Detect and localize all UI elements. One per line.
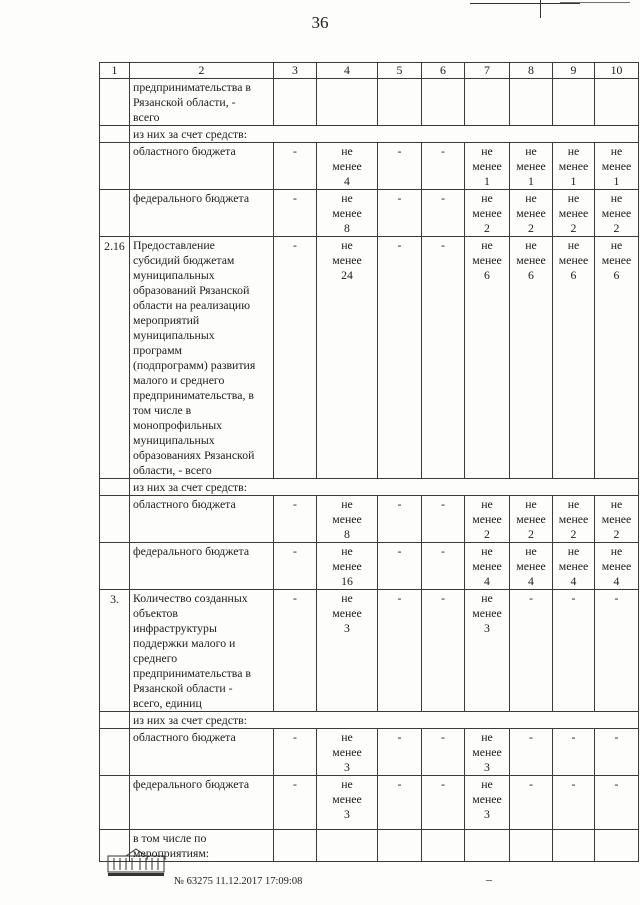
table-row bbox=[100, 729, 639, 776]
value-cell bbox=[553, 79, 595, 126]
value-cell: не менее 6 bbox=[465, 237, 510, 479]
value-cell: не менее 3 bbox=[465, 729, 510, 776]
header-cell: 8 bbox=[510, 63, 553, 79]
row-number-cell bbox=[100, 712, 130, 729]
row-description-cell: областного бюджета bbox=[130, 496, 274, 543]
value-cell bbox=[378, 830, 422, 862]
header-cell: 2 bbox=[130, 63, 274, 79]
value-cell: - bbox=[553, 729, 595, 776]
value-cell: - bbox=[378, 190, 422, 237]
value-cell: - bbox=[378, 237, 422, 479]
value-cell: - bbox=[553, 776, 595, 830]
value-cell bbox=[317, 830, 378, 862]
value-cell: - bbox=[422, 590, 465, 712]
building-stamp-icon bbox=[104, 848, 184, 878]
value-cell bbox=[422, 79, 465, 126]
value-cell bbox=[510, 79, 553, 126]
row-number-cell: 3. bbox=[100, 590, 130, 712]
value-cell: - bbox=[378, 496, 422, 543]
row-description-cell: областного бюджета bbox=[130, 729, 274, 776]
value-cell: не менее 16 bbox=[317, 543, 378, 590]
value-cell: не менее 6 bbox=[595, 237, 639, 479]
table-row bbox=[100, 496, 639, 543]
value-cell: - bbox=[595, 776, 639, 830]
value-cell bbox=[422, 830, 465, 862]
value-cell: - bbox=[274, 237, 317, 479]
table-row bbox=[100, 479, 639, 496]
value-cell: не менее 3 bbox=[465, 590, 510, 712]
value-cell: не менее 24 bbox=[317, 237, 378, 479]
value-cell: не менее 2 bbox=[595, 496, 639, 543]
value-cell: не менее 4 bbox=[553, 543, 595, 590]
row-description-cell: Количество созданных объектов инфраструктуры поддержки малого и среднего предпринимательства в Рязанской области - всего, единиц bbox=[130, 590, 274, 712]
value-cell: не менее 2 bbox=[595, 190, 639, 237]
value-cell: не менее 6 bbox=[553, 237, 595, 479]
table-row bbox=[100, 712, 639, 729]
value-cell bbox=[274, 79, 317, 126]
value-cell: не менее 1 bbox=[465, 143, 510, 190]
value-cell: - bbox=[595, 729, 639, 776]
value-cell: - bbox=[422, 190, 465, 237]
value-cell: - bbox=[422, 776, 465, 830]
header-cell: 3 bbox=[274, 63, 317, 79]
value-cell bbox=[378, 79, 422, 126]
document-number: № 63275 11.12.2017 17:09:08 bbox=[174, 876, 303, 887]
header-cell: 5 bbox=[378, 63, 422, 79]
row-description-cell: из них за счет средств: bbox=[130, 712, 639, 729]
value-cell: - bbox=[378, 776, 422, 830]
value-cell: - bbox=[378, 543, 422, 590]
row-number-cell bbox=[100, 543, 130, 590]
value-cell: не менее 2 bbox=[465, 496, 510, 543]
row-description-cell: Предоставление субсидий бюджетам муниципальных образований Рязанской области на реализацию мероприятий муниципальных программ (подпрограмм) развития малого и среднего предпринимательства, в том числе в монопрофильных муниципальных образованиях Рязанской области, - всего bbox=[130, 237, 274, 479]
value-cell: - bbox=[274, 143, 317, 190]
value-cell: не менее 1 bbox=[595, 143, 639, 190]
row-number-cell bbox=[100, 776, 130, 830]
value-cell: не менее 2 bbox=[553, 496, 595, 543]
data-table bbox=[99, 62, 639, 862]
row-description-cell: из них за счет средств: bbox=[130, 126, 639, 143]
row-number-cell bbox=[100, 729, 130, 776]
header-cell: 10 bbox=[595, 63, 639, 79]
row-number-cell bbox=[100, 479, 130, 496]
value-cell: - bbox=[274, 590, 317, 712]
value-cell: не менее 2 bbox=[465, 190, 510, 237]
value-cell: - bbox=[378, 590, 422, 712]
row-number-cell: 2.16 bbox=[100, 237, 130, 479]
table-row bbox=[100, 143, 639, 190]
value-cell: - bbox=[422, 543, 465, 590]
value-cell bbox=[510, 830, 553, 862]
value-cell: не менее 6 bbox=[510, 237, 553, 479]
row-description-cell: из них за счет средств: bbox=[130, 479, 639, 496]
value-cell: не менее 1 bbox=[510, 143, 553, 190]
table-row bbox=[100, 79, 639, 126]
value-cell bbox=[465, 79, 510, 126]
page-number: 36 bbox=[311, 13, 329, 32]
value-cell bbox=[274, 830, 317, 862]
row-number-cell bbox=[100, 143, 130, 190]
value-cell: - bbox=[422, 143, 465, 190]
scan-artifact-line bbox=[470, 3, 580, 4]
value-cell: не менее 8 bbox=[317, 190, 378, 237]
value-cell: не менее 4 bbox=[510, 543, 553, 590]
value-cell: не менее 3 bbox=[317, 590, 378, 712]
table-row bbox=[100, 543, 639, 590]
value-cell: - bbox=[553, 590, 595, 712]
value-cell: - bbox=[274, 190, 317, 237]
value-cell: - bbox=[510, 729, 553, 776]
table-row bbox=[100, 190, 639, 237]
value-cell: не менее 8 bbox=[317, 496, 378, 543]
row-description-cell: федерального бюджета bbox=[130, 190, 274, 237]
value-cell: не менее 2 bbox=[553, 190, 595, 237]
value-cell: - bbox=[422, 729, 465, 776]
header-cell: 1 bbox=[100, 63, 130, 79]
value-cell: - bbox=[378, 729, 422, 776]
value-cell: не менее 4 bbox=[317, 143, 378, 190]
header-row bbox=[100, 63, 639, 79]
footer-dash: – bbox=[486, 872, 492, 886]
row-number-cell bbox=[100, 190, 130, 237]
row-description-cell: областного бюджета bbox=[130, 143, 274, 190]
value-cell: не менее 3 bbox=[317, 729, 378, 776]
value-cell bbox=[317, 79, 378, 126]
value-cell: - bbox=[378, 143, 422, 190]
table-row bbox=[100, 237, 639, 479]
row-description-cell: предпринимательства в Рязанской области, - всего bbox=[130, 79, 274, 126]
value-cell: - bbox=[422, 496, 465, 543]
row-number-cell bbox=[100, 79, 130, 126]
value-cell: не менее 2 bbox=[510, 190, 553, 237]
value-cell bbox=[553, 830, 595, 862]
row-number-cell bbox=[100, 496, 130, 543]
row-description-cell: федерального бюджета bbox=[130, 776, 274, 830]
value-cell: не менее 3 bbox=[465, 776, 510, 830]
value-cell: - bbox=[274, 496, 317, 543]
value-cell: - bbox=[595, 590, 639, 712]
row-number-cell bbox=[100, 126, 130, 143]
value-cell: не менее 4 bbox=[465, 543, 510, 590]
value-cell: не менее 3 bbox=[317, 776, 378, 830]
table-row bbox=[100, 126, 639, 143]
row-description-cell: федерального бюджета bbox=[130, 543, 274, 590]
scan-artifact-line bbox=[560, 2, 630, 3]
value-cell: не менее 2 bbox=[510, 496, 553, 543]
value-cell: не менее 4 bbox=[595, 543, 639, 590]
value-cell: - bbox=[274, 729, 317, 776]
scan-artifact-line bbox=[540, 0, 541, 18]
value-cell: - bbox=[510, 776, 553, 830]
value-cell: - bbox=[510, 590, 553, 712]
value-cell: - bbox=[274, 543, 317, 590]
value-cell: - bbox=[422, 237, 465, 479]
table-row bbox=[100, 776, 639, 830]
value-cell: не менее 1 bbox=[553, 143, 595, 190]
header-cell: 4 bbox=[317, 63, 378, 79]
header-cell: 6 bbox=[422, 63, 465, 79]
table-row bbox=[100, 590, 639, 712]
row-description-cell: в том числе по мероприятиям: bbox=[130, 830, 274, 862]
value-cell bbox=[595, 830, 639, 862]
value-cell bbox=[595, 79, 639, 126]
value-cell bbox=[465, 830, 510, 862]
header-cell: 7 bbox=[465, 63, 510, 79]
header-cell: 9 bbox=[553, 63, 595, 79]
value-cell: - bbox=[274, 776, 317, 830]
